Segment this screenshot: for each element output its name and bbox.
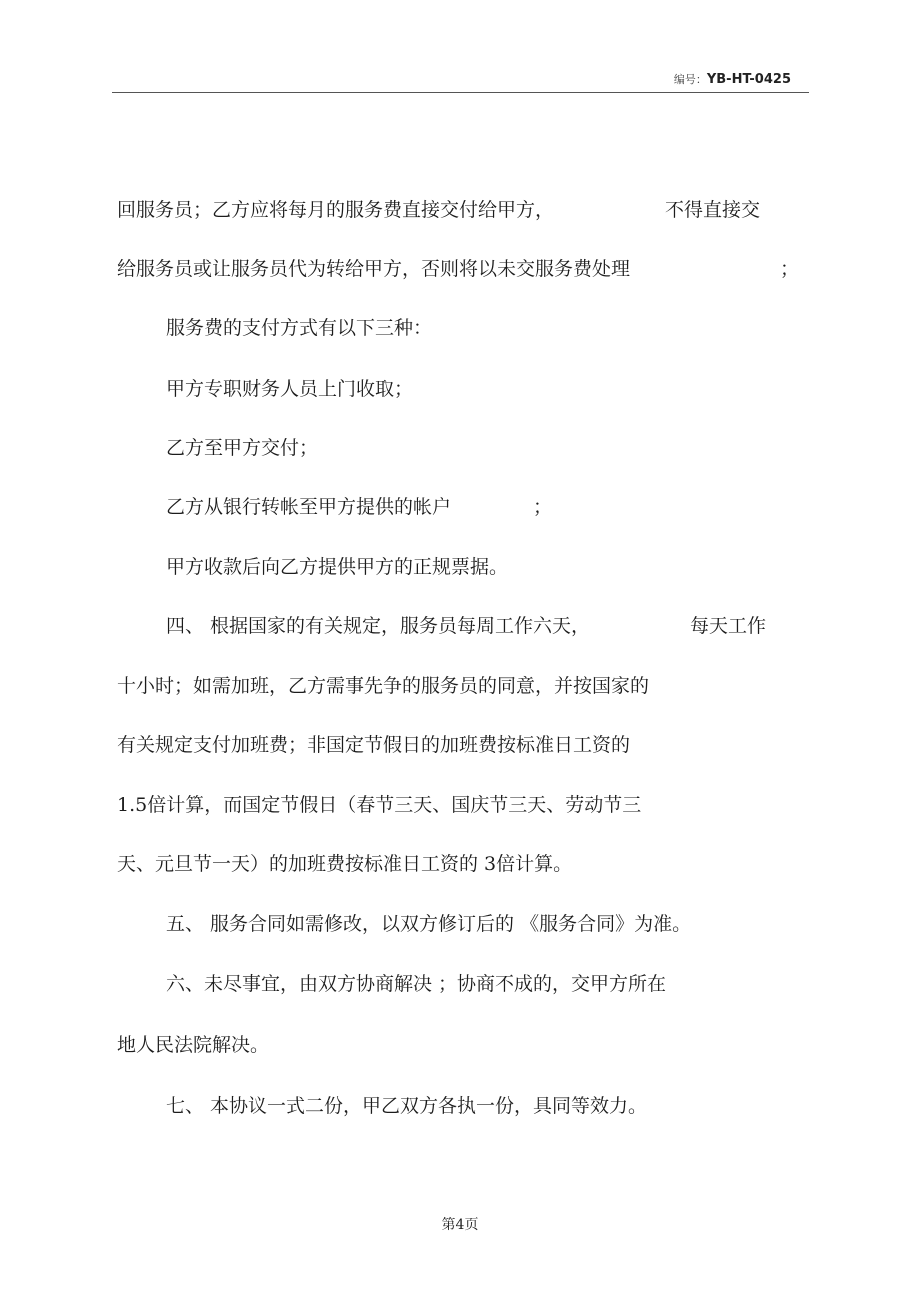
body-line-10: 有关规定支付加班费；非国定节假日的加班费按标准日工资的 xyxy=(117,734,631,756)
body-line-12: 天、元旦节一天）的加班费按标准日工资的 3倍计算。 xyxy=(117,853,573,875)
body-line-3: 服务费的支付方式有以下三种： xyxy=(166,317,433,339)
body-line-6a: 乙方从银行转帐至甲方提供的帐户 xyxy=(166,496,452,518)
body-line-4: 甲方专职财务人员上门收取； xyxy=(166,378,414,400)
body-line-6b: ； xyxy=(533,496,553,518)
page-header xyxy=(112,62,809,93)
body-line-8b: 每天工作 xyxy=(690,615,767,637)
document-number xyxy=(674,71,791,87)
body-line-5: 乙方至甲方交付； xyxy=(166,437,319,459)
page-number: 第4页 xyxy=(441,1217,479,1233)
body-line-2b: ； xyxy=(780,258,800,280)
body-line-7: 甲方收款后向乙方提供甲方的正规票据。 xyxy=(166,556,509,578)
body-line-16: 七、 本协议一式二份，甲乙双方各执一份，具同等效力。 xyxy=(166,1095,648,1117)
document-number-value: YB-HT-0425 xyxy=(706,72,791,87)
document-number-label: 编号： xyxy=(673,73,707,86)
body-line-13: 五、 服务合同如需修改，以双方修订后的 《服务合同》为准。 xyxy=(166,913,692,935)
body-line-11: 1.5倍计算，而国定节假日（春节三天、国庆节三天、劳动节三 xyxy=(117,794,642,816)
body-line-2a: 给服务员或让服务员代为转给甲方，否则将以未交服务费处理 xyxy=(117,258,631,280)
body-line-8a: 四、 根据国家的有关规定，服务员每周工作六天， xyxy=(166,615,591,637)
body-line-14: 六、未尽事宜，由双方协商解决 ；协商不成的，交甲方所在 xyxy=(166,973,667,995)
body-line-15: 地人民法院解决。 xyxy=(117,1034,270,1056)
body-line-1a: 回服务员；乙方应将每月的服务费直接交付给甲方， xyxy=(117,199,555,221)
body-line-9: 十小时；如需加班，乙方需事先争的服务员的同意，并按国家的 xyxy=(117,675,650,697)
body-line-1b: 不得直接交 xyxy=(665,199,761,221)
